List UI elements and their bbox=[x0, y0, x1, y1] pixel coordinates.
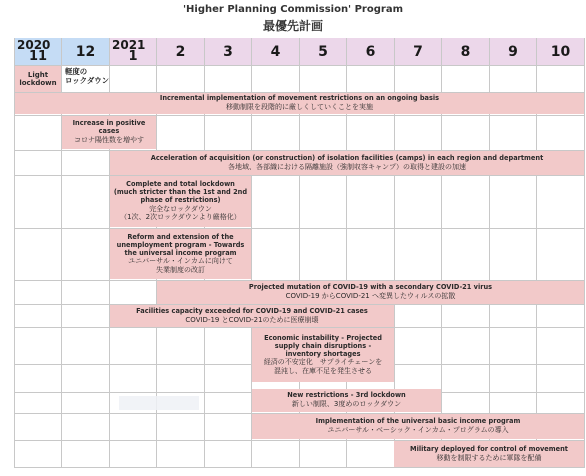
chart-title-japanese: 最優先計画 bbox=[262, 19, 323, 33]
month-label: 6 bbox=[365, 44, 376, 60]
bar-label-jp: コロナ陽性数を増やす bbox=[74, 136, 144, 145]
timeline-bar-total-lockdown bbox=[110, 176, 251, 227]
bar-label-en: Reform and extension of the unemployment program - Towards the universal income program bbox=[116, 232, 245, 257]
month-label: 7 bbox=[413, 44, 423, 60]
timeline-bar-positive-cases bbox=[62, 116, 156, 149]
month-header-2021-2 bbox=[157, 38, 204, 65]
bar-label-en: Incremental implementation of movement restrictions on an ongoing basis bbox=[159, 94, 440, 103]
month-header-2021-9 bbox=[490, 38, 536, 65]
month-label: 11 bbox=[28, 49, 48, 64]
timeline-bar-military-deployment bbox=[394, 441, 584, 467]
bar-label-en: Complete and total lockdown (much stricter than the 1st and 2nd phase of restrictions) bbox=[113, 180, 248, 205]
year-label-2021: 2021 bbox=[112, 38, 146, 52]
timeline-bar-covid-mutation bbox=[157, 281, 584, 304]
bar-label-jp: 移動を制限するために軍隊を配備 bbox=[436, 453, 542, 462]
month-header-2021-7 bbox=[395, 38, 441, 65]
month-label: 12 bbox=[75, 44, 96, 60]
bar-label-jp: 新しい制限、3度めのロックダウン bbox=[291, 400, 402, 409]
bar-label-en: Acceleration of acquisition (or construction) of isolation facilities (camps) in each region and department bbox=[150, 153, 544, 162]
timeline-grid bbox=[14, 38, 585, 468]
month-label: 8 bbox=[460, 44, 471, 60]
blurred-watermark bbox=[119, 396, 199, 410]
month-label: 10 bbox=[550, 44, 571, 60]
bar-label-en: Facilities capacity exceeded for COVID-19 and COVID-21 cases bbox=[136, 306, 368, 315]
bar-label-en: Implementation of the universal basic income program bbox=[315, 417, 521, 426]
month-header-2020-12 bbox=[62, 38, 109, 65]
month-label: 1 bbox=[128, 49, 138, 64]
bar-label-jp: COVID-19 からCOVID-21 へ変異したウィルスの拡散 bbox=[285, 292, 456, 301]
month-label: 4 bbox=[270, 44, 281, 60]
timeline-bar-third-lockdown bbox=[252, 389, 441, 412]
chart-title: 'Higher Planning Commission' Program bbox=[183, 4, 403, 15]
month-header-2021-8 bbox=[442, 38, 489, 65]
bar-label-jp: COVID-19 とCOVID-21のために医療崩壊 bbox=[185, 315, 319, 324]
bar-label-en: Economic instability - Projected supply chain disruptions - inventory shortages bbox=[264, 333, 382, 358]
year-label-2020: 2020 bbox=[17, 38, 51, 52]
bar-label-jp: 完全なロックダウン （1次、2次ロックダウンより厳格化） bbox=[120, 204, 241, 222]
timeline-bar-unemployment-reform bbox=[110, 229, 251, 279]
month-header-2021-5 bbox=[300, 38, 346, 65]
month-header-2021-10 bbox=[537, 38, 584, 65]
month-header-2020-11 bbox=[15, 38, 61, 65]
timeline-bar-economic-instability bbox=[252, 328, 394, 382]
month-label: 3 bbox=[223, 44, 233, 60]
timeline-bar-isolation-facilities bbox=[110, 151, 584, 175]
timeline-bar-movement-restrictions bbox=[15, 93, 584, 114]
month-label: 9 bbox=[508, 44, 518, 60]
timeline-bar-facilities-capacity bbox=[110, 305, 394, 327]
mild-lockdown-label: 軽度の ロックダウン bbox=[65, 67, 110, 85]
month-header-2021-6 bbox=[347, 38, 394, 65]
bar-label-jp: 経済の不安定化 サプライチェーンを 混沌し、在庫不足を発生させる bbox=[263, 358, 383, 375]
light-lockdown-label: Light lockdown bbox=[19, 70, 57, 87]
bar-label-jp: 各地域、各部織における隔離施設（強制収容キャンプ）の取得と建設の加速 bbox=[227, 162, 467, 171]
bar-label-jp: ユニバーサル・インカムに向けて 失業制度の改訂 bbox=[128, 257, 233, 274]
month-header-2021-1 bbox=[110, 38, 156, 65]
timeline-bar-universal-basic-income bbox=[252, 414, 584, 439]
bar-label-jp: ユニバーサル・ベーシック・インカム・プログラムの導入 bbox=[327, 426, 509, 435]
bar-label-en: Increase in positive cases bbox=[72, 119, 146, 136]
month-header-2021-3 bbox=[205, 38, 251, 65]
bar-label-en: New restrictions - 3rd lockdown bbox=[287, 391, 406, 400]
light-lockdown-cell bbox=[15, 66, 61, 92]
bar-label-jp: 移動制限を段階的に厳しくしていくことを実施 bbox=[226, 103, 373, 112]
month-header-2021-4 bbox=[252, 38, 299, 65]
bar-label-en: Projected mutation of COVID-19 with a secondary COVID-21 virus bbox=[248, 283, 493, 292]
month-label: 2 bbox=[175, 44, 186, 60]
month-label: 5 bbox=[318, 44, 328, 60]
bar-label-en: Military deployed for control of movement bbox=[410, 444, 568, 453]
